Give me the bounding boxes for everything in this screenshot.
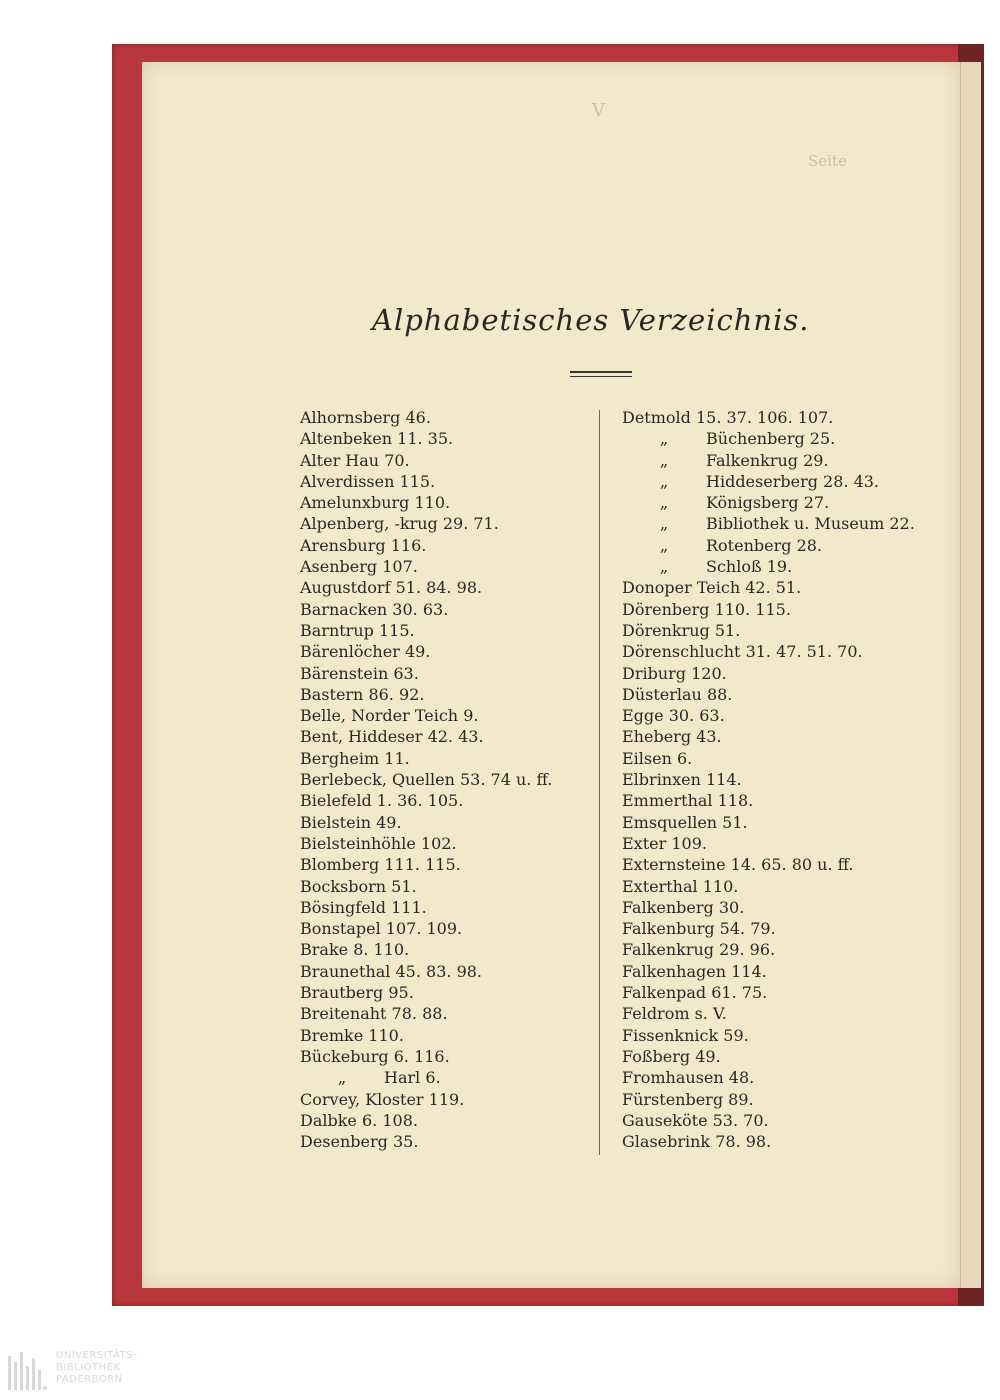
index-entry-text: Falkenberg 30.	[622, 897, 745, 917]
bleed-through-page-number: V	[592, 100, 605, 121]
index-entry	[300, 513, 552, 534]
index-entry-text: Eilsen 6.	[622, 748, 693, 768]
index-entry	[622, 450, 915, 471]
library-logo	[8, 1350, 148, 1394]
ditto-mark: „	[337, 1068, 347, 1088]
index-entry	[300, 641, 552, 662]
index-entry	[622, 705, 915, 726]
index-entry	[622, 492, 915, 513]
index-entry	[622, 556, 915, 577]
index-entry	[300, 577, 552, 598]
index-entry-text: Eheberg 43.	[622, 727, 722, 747]
index-entry	[300, 663, 552, 684]
index-entry-text: Alhornsberg 46.	[300, 408, 431, 427]
index-entry	[622, 982, 915, 1003]
index-entry-text: Augustdorf 51. 84. 98.	[300, 578, 483, 598]
index-entry	[300, 684, 552, 705]
library-logo-line-2: BIBLIOTHEK	[56, 1362, 121, 1373]
index-entry	[622, 407, 915, 428]
index-entry	[300, 599, 552, 620]
library-logo-line-1: UNIVERSITÄTS-	[56, 1350, 138, 1361]
index-entry	[622, 1110, 915, 1131]
index-entry-text: Blomberg 111. 115.	[300, 855, 461, 875]
index-entry	[622, 577, 915, 598]
index-entry	[622, 641, 915, 662]
column-divider	[599, 410, 600, 1155]
index-entry-text: Brake 8. 110.	[300, 940, 410, 960]
index-entry	[300, 1025, 552, 1046]
index-entry-text: Hiddeserberg 28. 43.	[706, 471, 880, 491]
index-entry	[300, 1131, 552, 1152]
index-entry-text: Belle, Norder Teich 9.	[300, 706, 479, 726]
index-entry-text: Amelunxburg 110.	[300, 493, 451, 513]
index-entry	[622, 1046, 915, 1067]
index-entry-text: Bonstapel 107. 109.	[300, 919, 463, 939]
index-entry	[622, 684, 915, 705]
index-entry-text: Königsberg 27.	[706, 493, 830, 513]
ditto-mark: „	[659, 450, 669, 470]
index-entry	[300, 961, 552, 982]
index-entry-text: Exter 109.	[622, 833, 707, 853]
index-entry	[622, 897, 915, 918]
index-entry	[300, 620, 552, 641]
index-entry-text: Rotenberg 28.	[706, 535, 823, 555]
index-entry-text: Falkenburg 54. 79.	[622, 919, 776, 939]
index-entry	[300, 450, 552, 471]
index-entry-text: Bocksborn 51.	[300, 876, 417, 896]
index-entry-text: Emmerthal 118.	[622, 791, 754, 811]
index-entry-text: Dalbke 6. 108.	[300, 1110, 418, 1130]
index-entry	[300, 428, 552, 449]
index-entry	[622, 854, 915, 875]
index-entry-text: Bergheim 11.	[300, 748, 410, 768]
ditto-mark: „	[659, 429, 669, 449]
index-entry	[300, 769, 552, 790]
index-entry	[622, 471, 915, 492]
index-entry-text: Exterthal 110.	[622, 876, 739, 896]
index-entry-text: Düsterlau 88.	[622, 684, 733, 704]
index-entry-text: Donoper Teich 42. 51.	[622, 578, 802, 598]
index-entry	[300, 705, 552, 726]
index-entry	[622, 1003, 915, 1024]
index-entry-text: Driburg 120.	[622, 663, 727, 683]
index-entry-text: Falkenkrug 29.	[706, 450, 829, 470]
page-title: Alphabetisches Verzeichnis.	[372, 303, 810, 337]
index-entry-text: Braunethal 45. 83. 98.	[300, 961, 483, 981]
index-entry	[622, 833, 915, 854]
index-entry	[300, 1003, 552, 1024]
index-entry-text: Barnacken 30. 63.	[300, 599, 449, 619]
index-entry	[622, 812, 915, 833]
index-entry-text: Bremke 110.	[300, 1025, 404, 1045]
index-entry-text: Bückeburg 6. 116.	[300, 1046, 450, 1066]
library-logo-icon	[8, 1352, 50, 1392]
index-entry	[622, 939, 915, 960]
index-entry-text: Glasebrink 78. 98.	[622, 1132, 772, 1152]
index-entry-text: Feldrom s. V.	[622, 1004, 727, 1024]
index-entry-text: Externsteine 14. 65. 80 u. ff.	[622, 855, 854, 875]
index-entry	[300, 1110, 552, 1131]
index-entry	[622, 599, 915, 620]
index-entry-text: Bielefeld 1. 36. 105.	[300, 791, 464, 811]
index-entry	[622, 620, 915, 641]
index-entry-text: Desenberg 35.	[300, 1132, 419, 1152]
index-entry-text: Altenbeken 11. 35.	[300, 429, 454, 449]
index-entry-text: Gauseköte 53. 70.	[622, 1110, 769, 1130]
index-entry	[622, 769, 915, 790]
ditto-mark: „	[659, 493, 669, 513]
index-entry	[622, 726, 915, 747]
index-entry	[300, 407, 552, 428]
index-entry-text: Bielstein 49.	[300, 812, 402, 832]
index-entry	[622, 1025, 915, 1046]
index-entry-text: Fissenknick 59.	[622, 1025, 749, 1045]
index-entry	[622, 1089, 915, 1110]
index-entry	[622, 876, 915, 897]
index-entry-text: Dörenkrug 51.	[622, 620, 741, 640]
title-rule-thick	[570, 371, 632, 373]
index-entry	[622, 961, 915, 982]
index-entry	[300, 471, 552, 492]
index-entry	[300, 535, 552, 556]
title-rule-thin	[570, 376, 632, 377]
index-entry	[300, 556, 552, 577]
index-column-left	[300, 407, 552, 1152]
index-entry-text: Falkenhagen 114.	[622, 961, 767, 981]
index-entry-text: Bastern 86. 92.	[300, 684, 425, 704]
index-entry	[622, 1067, 915, 1088]
index-entry-text: Alverdissen 115.	[300, 471, 436, 491]
index-entry-text: Emsquellen 51.	[622, 812, 748, 832]
index-entry-text: Bielsteinhöhle 102.	[300, 833, 457, 853]
index-entry	[300, 492, 552, 513]
index-entry	[300, 897, 552, 918]
ditto-mark: „	[659, 557, 669, 577]
index-entry	[622, 513, 915, 534]
index-entry-text: Alter Hau 70.	[300, 450, 410, 470]
index-entry-text: Fürstenberg 89.	[622, 1089, 754, 1109]
index-entry-text: Egge 30. 63.	[622, 706, 725, 726]
ditto-mark: „	[659, 471, 669, 491]
index-entry-text: Alpenberg, -krug 29. 71.	[300, 514, 499, 534]
bleed-through-seite: Seite	[808, 152, 847, 170]
index-entry	[300, 833, 552, 854]
index-entry	[300, 748, 552, 769]
index-entry-text: Breitenaht 78. 88.	[300, 1004, 448, 1024]
index-entry-text: Schloß 19.	[706, 557, 793, 577]
index-entry-text: Arensburg 116.	[300, 535, 427, 555]
index-column-right	[622, 407, 915, 1152]
index-entry-text: Asenberg 107.	[300, 557, 418, 577]
index-entry-text: Barntrup 115.	[300, 620, 415, 640]
index-entry-text: Falkenkrug 29. 96.	[622, 940, 776, 960]
index-entry-text: Bösingfeld 111.	[300, 897, 427, 917]
index-entry-text: Brautberg 95.	[300, 983, 414, 1003]
index-entry	[622, 748, 915, 769]
index-entry-text: Dörenschlucht 31. 47. 51. 70.	[622, 642, 863, 662]
index-entry	[622, 535, 915, 556]
index-entry	[622, 918, 915, 939]
index-entry	[300, 812, 552, 833]
index-entry	[622, 663, 915, 684]
index-entry-text: Fromhausen 48.	[622, 1068, 755, 1088]
index-entry-text: Elbrinxen 114.	[622, 770, 742, 790]
library-logo-line-3: PADERBORN	[56, 1374, 123, 1385]
index-entry	[300, 726, 552, 747]
index-entry	[300, 1067, 552, 1088]
index-entry	[300, 854, 552, 875]
index-entry-text: Bärenlöcher 49.	[300, 642, 431, 662]
next-page-edge	[960, 62, 981, 1288]
index-entry	[622, 428, 915, 449]
index-entry-text: Bärenstein 63.	[300, 663, 419, 683]
index-entry	[622, 1131, 915, 1152]
index-entry	[622, 790, 915, 811]
index-entry-text: Corvey, Kloster 119.	[300, 1089, 465, 1109]
index-entry-text: Bent, Hiddeser 42. 43.	[300, 727, 484, 747]
index-entry-text: Detmold 15. 37. 106. 107.	[622, 408, 834, 427]
index-entry	[300, 1089, 552, 1110]
index-entry-text: Bibliothek u. Museum 22.	[706, 514, 915, 534]
index-entry	[300, 876, 552, 897]
ditto-mark: „	[659, 535, 669, 555]
ditto-mark: „	[659, 514, 669, 534]
index-entry	[300, 982, 552, 1003]
index-entry	[300, 790, 552, 811]
index-entry-text: Berlebeck, Quellen 53. 74 u. ff.	[300, 770, 553, 790]
index-entry-text: Büchenberg 25.	[706, 429, 836, 449]
index-entry-text: Dörenberg 110. 115.	[622, 599, 791, 619]
index-entry-text: Foßberg 49.	[622, 1046, 721, 1066]
index-entry	[300, 939, 552, 960]
index-entry-text: Harl 6.	[384, 1068, 441, 1088]
index-entry	[300, 1046, 552, 1067]
index-entry-text: Falkenpad 61. 75.	[622, 983, 768, 1003]
index-entry	[300, 918, 552, 939]
